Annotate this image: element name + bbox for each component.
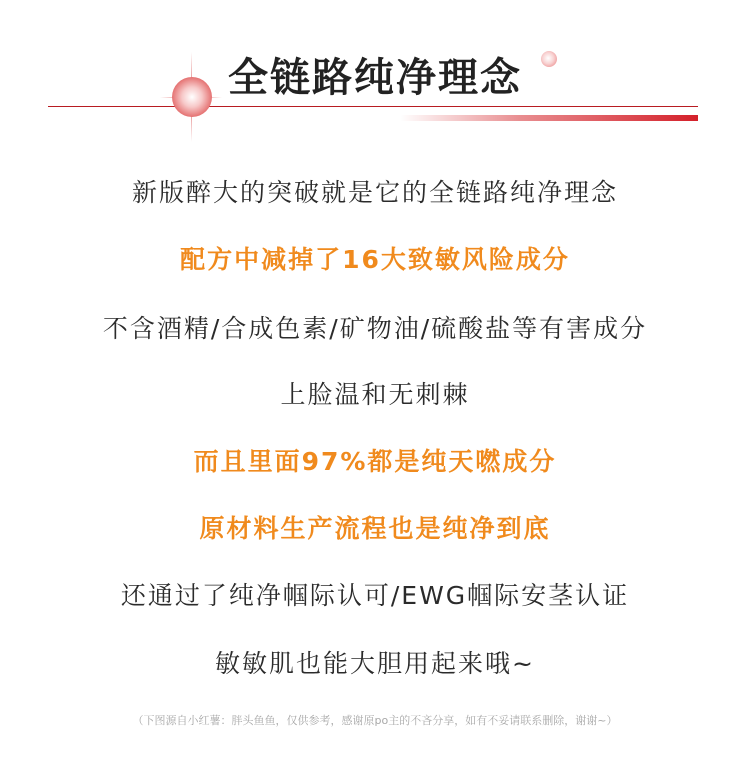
title-divider-line [48,106,698,107]
body-line-gentle: 上脸温和无刺棘 [280,380,470,409]
body-line-natural-percent: 而且里面97%都是纯天嘫成分 [193,447,557,476]
body-line-no-harmful: 不含酒精/合成色素/矿物油/硫酸盐等有害成分 [102,314,648,343]
body-line-intro: 新版醉大的突破就是它的全链路纯净理念 [131,178,618,207]
body-line-pure-production: 原材料生产流程也是纯净到底 [199,514,551,543]
section-title: 全链路纯净理念 [228,54,522,101]
body-line-sensitive-skin: 敏敏肌也能大胆用起来哦~ [215,649,535,678]
body-line-certification: 还通过了纯净帼际认可/EWG帼际安茎认证 [120,581,630,610]
image-credit-note: （下图源自小红薯：胖头鱼鱼，仅供参考，感谢原po主的不吝分享，如有不妥请联系删除，谢谢~） [132,714,618,727]
body-line-allergen-free: 配方中减掉了16大致敏风险成分 [180,245,570,274]
title-accent-bar [400,115,698,121]
section-header [0,0,750,160]
